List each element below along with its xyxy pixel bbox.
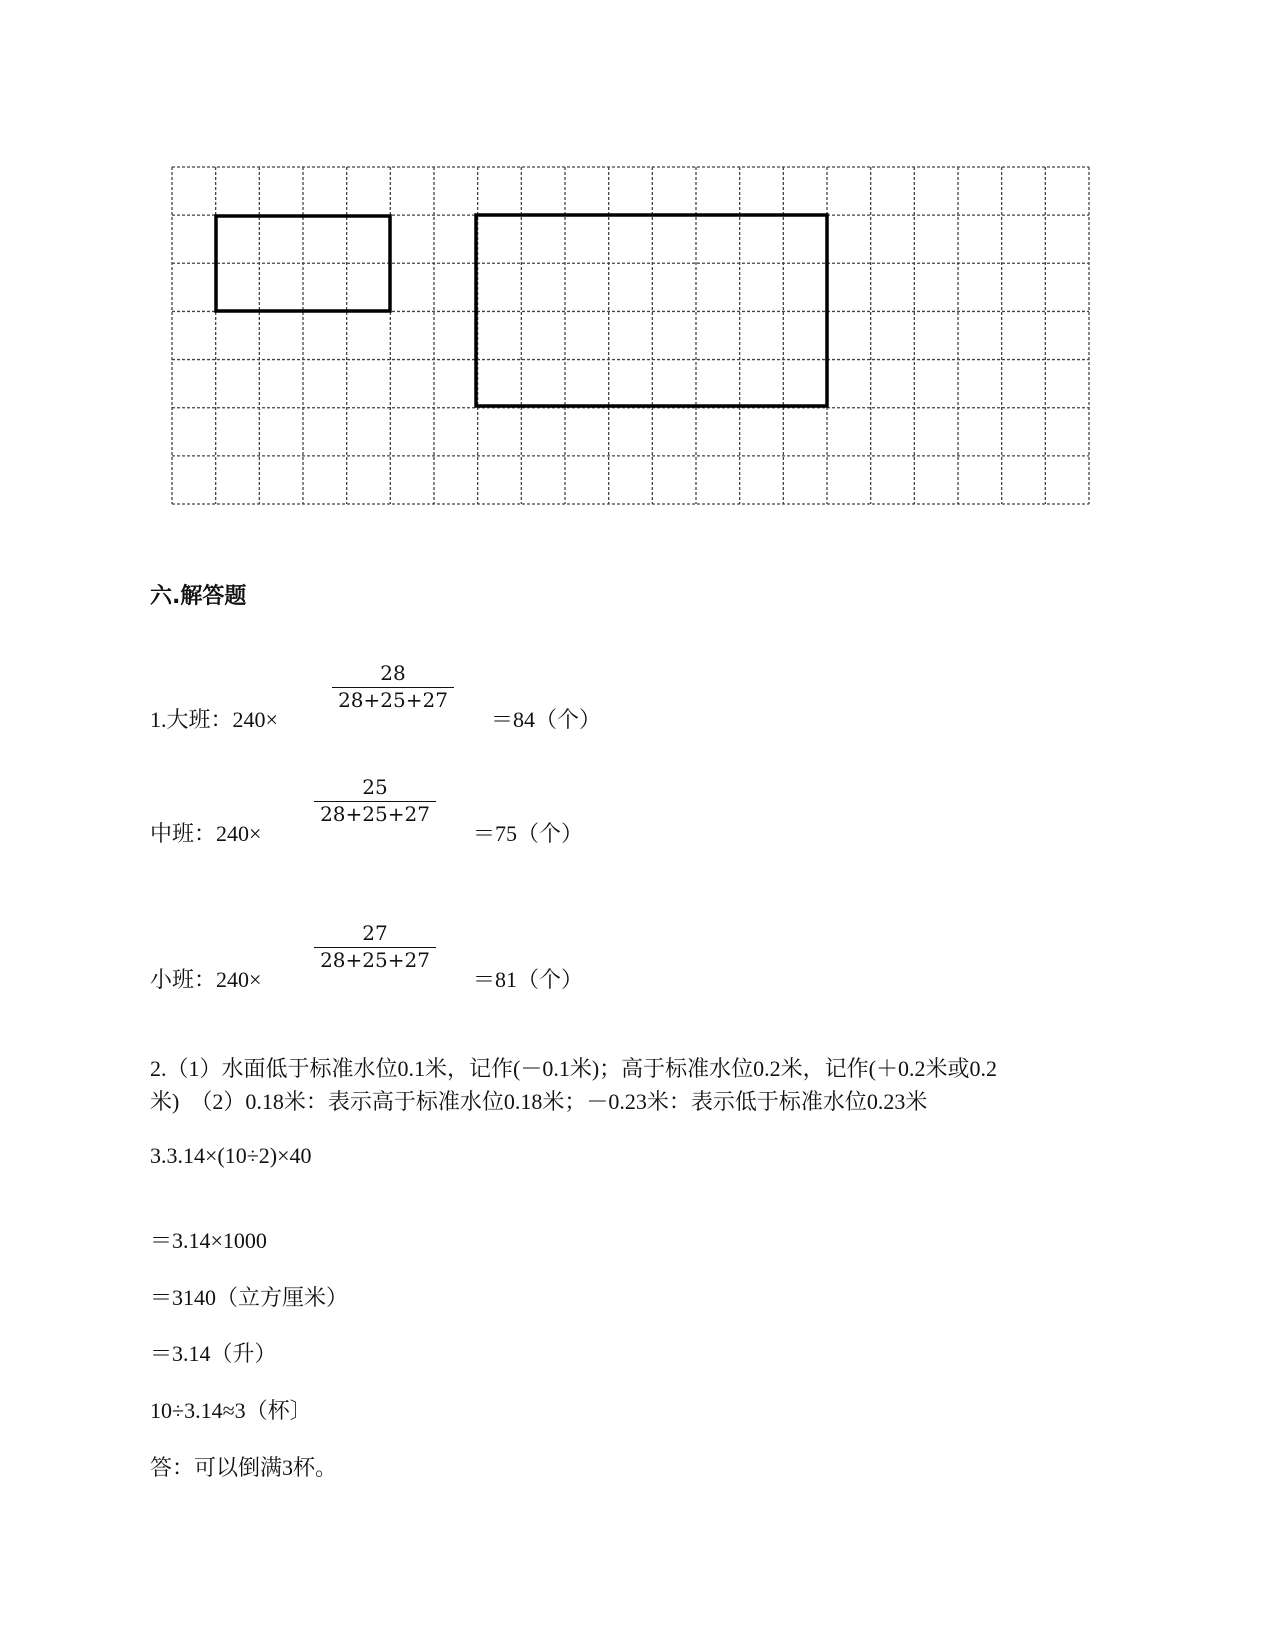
section-heading: 六.解答题 <box>150 584 247 609</box>
q1-small-prefix: 小班：240× <box>150 967 262 992</box>
q3-line-4: ＝3.14（升） <box>150 1341 277 1366</box>
q3-line-3: ＝3140（立方厘米） <box>150 1285 349 1310</box>
fraction-numerator: 28 <box>380 661 406 685</box>
q1-big-prefix: 1.大班：240× <box>150 707 278 732</box>
q1-middle-result: ＝75（个） <box>473 821 584 846</box>
q1-middle-prefix: 中班：240× <box>150 821 262 846</box>
fraction-denominator: 28+25+27 <box>320 948 430 972</box>
fraction-denominator: 28+25+27 <box>338 688 448 712</box>
q3-line-1: 3.3.14×(10÷2)×40 <box>150 1143 312 1168</box>
large-rectangle <box>476 215 827 406</box>
fraction-numerator: 25 <box>362 775 388 799</box>
q1-small-result: ＝81（个） <box>473 967 584 992</box>
q3-answer: 答：可以倒满3杯。 <box>150 1455 338 1480</box>
fraction-denominator: 28+25+27 <box>320 802 430 826</box>
q3-line-5: 10÷3.14≈3（杯〕 <box>150 1398 312 1423</box>
q1-middle-fraction <box>314 775 436 826</box>
q1-small-fraction <box>314 921 436 972</box>
q3-line-2: ＝3.14×1000 <box>150 1228 267 1253</box>
q1-big-result: ＝84（个） <box>491 707 602 732</box>
q2-line-1: 2.（1）水面低于标准水位0.1米，记作(－0.1米)；高于标准水位0.2米，记作(＋0.2米或0.2 <box>150 1056 997 1081</box>
q2-line-2: 米) （2）0.18米：表示高于标准水位0.18米；－0.23米：表示低于标准水位0.23米 <box>150 1089 928 1114</box>
grid-figure <box>0 0 1275 520</box>
q1-big-fraction <box>332 661 454 712</box>
fraction-numerator: 27 <box>362 921 388 945</box>
